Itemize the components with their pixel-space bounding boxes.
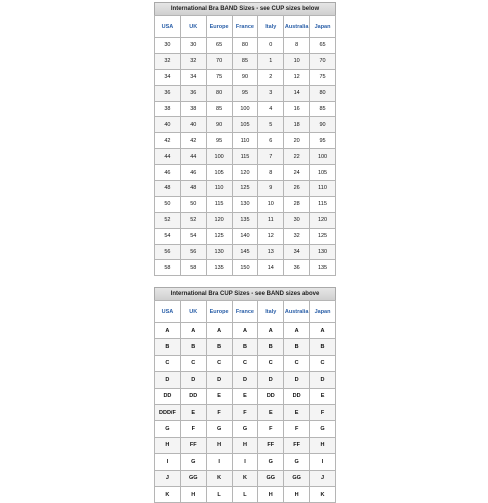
table-cell: B	[284, 339, 310, 355]
band-size-table	[154, 15, 336, 276]
column-header-japan: Japan	[310, 301, 336, 323]
table-row	[155, 85, 336, 101]
table-cell: K	[232, 470, 258, 486]
table-cell: 14	[284, 85, 310, 101]
table-cell: B	[206, 339, 232, 355]
table-cell: 110	[232, 133, 258, 149]
table-cell: 54	[180, 228, 206, 244]
table-cell: G	[180, 454, 206, 470]
table-cell: E	[310, 388, 336, 404]
table-row	[155, 323, 336, 339]
table-cell: E	[232, 388, 258, 404]
table-cell: 38	[155, 101, 181, 117]
table-cell: H	[206, 437, 232, 453]
table-cell: A	[232, 323, 258, 339]
table-cell: H	[232, 437, 258, 453]
table-cell: 48	[155, 181, 181, 197]
column-header-australia: Australia	[284, 301, 310, 323]
table-cell: 100	[206, 149, 232, 165]
table-cell: H	[155, 437, 181, 453]
column-header-italy: Italy	[258, 301, 284, 323]
table-cell: D	[206, 372, 232, 388]
table-cell: 34	[155, 69, 181, 85]
band-size-chart	[154, 2, 336, 276]
table-cell: A	[206, 323, 232, 339]
table-cell: F	[180, 421, 206, 437]
table-cell: 32	[284, 228, 310, 244]
table-cell: C	[232, 355, 258, 371]
table-cell: 115	[206, 196, 232, 212]
table-cell: F	[232, 404, 258, 420]
column-header-uk: UK	[180, 301, 206, 323]
table-cell: A	[180, 323, 206, 339]
table-row	[155, 53, 336, 69]
table-cell: C	[284, 355, 310, 371]
table-cell: 46	[155, 165, 181, 181]
table-cell: A	[284, 323, 310, 339]
table-cell: I	[232, 454, 258, 470]
table-cell: DD	[258, 388, 284, 404]
band-header-row	[155, 16, 336, 38]
table-cell: 65	[310, 38, 336, 54]
table-cell: G	[284, 454, 310, 470]
table-cell: 125	[206, 228, 232, 244]
table-cell: D	[258, 372, 284, 388]
table-cell: 70	[206, 53, 232, 69]
table-cell: 2	[258, 69, 284, 85]
table-cell: 70	[310, 53, 336, 69]
cup-table-body	[155, 323, 336, 503]
table-cell: 32	[155, 53, 181, 69]
cup-chart-title: International Bra CUP Sizes - see BAND sizes above	[154, 287, 336, 300]
table-cell: 36	[284, 260, 310, 276]
table-cell: 100	[310, 149, 336, 165]
table-cell: FF	[258, 437, 284, 453]
column-header-italy: Italy	[258, 16, 284, 38]
table-row	[155, 486, 336, 502]
table-cell: 42	[180, 133, 206, 149]
table-cell: GG	[258, 470, 284, 486]
column-header-europe: Europe	[206, 16, 232, 38]
table-cell: 28	[284, 196, 310, 212]
table-cell: 90	[232, 69, 258, 85]
table-cell: 140	[232, 228, 258, 244]
table-cell: 8	[284, 38, 310, 54]
table-row	[155, 388, 336, 404]
table-cell: 95	[206, 133, 232, 149]
table-cell: 8	[258, 165, 284, 181]
table-cell: DD	[180, 388, 206, 404]
table-cell: 36	[180, 85, 206, 101]
table-cell: 12	[258, 228, 284, 244]
cup-header-row	[155, 301, 336, 323]
table-cell: E	[206, 388, 232, 404]
table-cell: B	[232, 339, 258, 355]
table-cell: GG	[284, 470, 310, 486]
table-cell: J	[310, 470, 336, 486]
table-cell: I	[310, 454, 336, 470]
table-cell: E	[258, 404, 284, 420]
table-cell: G	[258, 454, 284, 470]
table-cell: 0	[258, 38, 284, 54]
table-cell: 115	[232, 149, 258, 165]
table-cell: G	[206, 421, 232, 437]
table-cell: 135	[310, 260, 336, 276]
table-cell: 20	[284, 133, 310, 149]
table-row	[155, 454, 336, 470]
table-cell: 58	[155, 260, 181, 276]
table-row	[155, 355, 336, 371]
table-cell: 56	[180, 244, 206, 260]
table-cell: E	[284, 404, 310, 420]
table-cell: 80	[310, 85, 336, 101]
table-cell: 65	[206, 38, 232, 54]
table-cell: 40	[180, 117, 206, 133]
band-table-body	[155, 38, 336, 276]
table-cell: 6	[258, 133, 284, 149]
table-cell: C	[258, 355, 284, 371]
column-header-france: France	[232, 16, 258, 38]
table-cell: L	[206, 486, 232, 502]
table-cell: D	[310, 372, 336, 388]
table-cell: 130	[310, 244, 336, 260]
table-row	[155, 212, 336, 228]
table-cell: 95	[310, 133, 336, 149]
column-header-usa: USA	[155, 301, 181, 323]
table-cell: 130	[206, 244, 232, 260]
table-cell: D	[155, 372, 181, 388]
table-cell: DD	[284, 388, 310, 404]
column-header-uk: UK	[180, 16, 206, 38]
table-cell: 32	[180, 53, 206, 69]
table-cell: 145	[232, 244, 258, 260]
table-cell: 42	[155, 133, 181, 149]
table-cell: 95	[232, 85, 258, 101]
table-cell: 90	[206, 117, 232, 133]
table-cell: 125	[310, 228, 336, 244]
column-header-australia: Australia	[284, 16, 310, 38]
table-cell: 7	[258, 149, 284, 165]
table-row	[155, 165, 336, 181]
table-cell: 130	[232, 196, 258, 212]
table-cell: G	[232, 421, 258, 437]
table-cell: C	[206, 355, 232, 371]
table-cell: 120	[206, 212, 232, 228]
table-cell: B	[258, 339, 284, 355]
table-cell: 80	[206, 85, 232, 101]
table-cell: D	[232, 372, 258, 388]
table-cell: 12	[284, 69, 310, 85]
table-cell: 4	[258, 101, 284, 117]
table-row	[155, 196, 336, 212]
table-row	[155, 260, 336, 276]
table-cell: 34	[284, 244, 310, 260]
table-cell: 50	[155, 196, 181, 212]
table-cell: 10	[284, 53, 310, 69]
table-cell: A	[258, 323, 284, 339]
table-cell: 135	[206, 260, 232, 276]
table-cell: B	[155, 339, 181, 355]
table-cell: 30	[180, 38, 206, 54]
table-cell: F	[284, 421, 310, 437]
table-row	[155, 437, 336, 453]
table-row	[155, 181, 336, 197]
table-cell: H	[310, 437, 336, 453]
table-cell: F	[310, 404, 336, 420]
table-cell: 52	[155, 212, 181, 228]
table-cell: 75	[206, 69, 232, 85]
band-chart-title: International Bra BAND Sizes - see CUP sizes below	[154, 2, 336, 15]
column-header-usa: USA	[155, 16, 181, 38]
table-cell: 44	[180, 149, 206, 165]
table-cell: FF	[180, 437, 206, 453]
table-cell: G	[310, 421, 336, 437]
table-cell: 30	[155, 38, 181, 54]
table-cell: 75	[310, 69, 336, 85]
table-cell: 135	[232, 212, 258, 228]
column-header-france: France	[232, 301, 258, 323]
table-cell: 24	[284, 165, 310, 181]
table-cell: 18	[284, 117, 310, 133]
table-cell: D	[180, 372, 206, 388]
table-cell: F	[258, 421, 284, 437]
table-cell: K	[155, 486, 181, 502]
cup-size-chart	[154, 287, 336, 503]
table-cell: 16	[284, 101, 310, 117]
table-cell: 85	[232, 53, 258, 69]
table-cell: 125	[232, 181, 258, 197]
table-cell: 46	[180, 165, 206, 181]
table-cell: DDD/F	[155, 404, 181, 420]
table-row	[155, 372, 336, 388]
table-cell: D	[284, 372, 310, 388]
table-row	[155, 149, 336, 165]
table-row	[155, 339, 336, 355]
table-row	[155, 133, 336, 149]
table-cell: FF	[284, 437, 310, 453]
table-cell: 48	[180, 181, 206, 197]
table-cell: G	[155, 421, 181, 437]
table-cell: 5	[258, 117, 284, 133]
table-cell: J	[155, 470, 181, 486]
table-cell: 1	[258, 53, 284, 69]
table-cell: C	[310, 355, 336, 371]
table-cell: 58	[180, 260, 206, 276]
table-cell: 80	[232, 38, 258, 54]
table-cell: 105	[206, 165, 232, 181]
table-cell: 13	[258, 244, 284, 260]
table-cell: B	[180, 339, 206, 355]
table-row	[155, 470, 336, 486]
table-cell: H	[258, 486, 284, 502]
table-cell: F	[206, 404, 232, 420]
table-cell: 10	[258, 196, 284, 212]
table-cell: K	[206, 470, 232, 486]
table-cell: 120	[310, 212, 336, 228]
table-cell: GG	[180, 470, 206, 486]
table-cell: 22	[284, 149, 310, 165]
table-cell: C	[155, 355, 181, 371]
table-row	[155, 69, 336, 85]
table-row	[155, 421, 336, 437]
table-row	[155, 117, 336, 133]
table-cell: 40	[155, 117, 181, 133]
table-cell: 54	[155, 228, 181, 244]
table-row	[155, 404, 336, 420]
table-cell: B	[310, 339, 336, 355]
table-cell: 14	[258, 260, 284, 276]
table-row	[155, 101, 336, 117]
table-cell: 36	[155, 85, 181, 101]
table-cell: 44	[155, 149, 181, 165]
cup-size-table	[154, 300, 336, 503]
table-cell: L	[232, 486, 258, 502]
table-cell: 105	[310, 165, 336, 181]
table-cell: 110	[206, 181, 232, 197]
table-cell: 120	[232, 165, 258, 181]
table-cell: A	[155, 323, 181, 339]
table-cell: 110	[310, 181, 336, 197]
table-cell: H	[180, 486, 206, 502]
table-cell: 52	[180, 212, 206, 228]
table-cell: A	[310, 323, 336, 339]
table-cell: 11	[258, 212, 284, 228]
table-cell: K	[310, 486, 336, 502]
table-cell: I	[206, 454, 232, 470]
table-cell: DD	[155, 388, 181, 404]
table-cell: I	[155, 454, 181, 470]
column-header-europe: Europe	[206, 301, 232, 323]
table-row	[155, 38, 336, 54]
table-cell: 90	[310, 117, 336, 133]
table-cell: 34	[180, 69, 206, 85]
table-cell: 9	[258, 181, 284, 197]
table-cell: 105	[232, 117, 258, 133]
table-cell: 26	[284, 181, 310, 197]
table-cell: 56	[155, 244, 181, 260]
table-cell: C	[180, 355, 206, 371]
table-cell: 115	[310, 196, 336, 212]
table-cell: 30	[284, 212, 310, 228]
table-row	[155, 228, 336, 244]
table-cell: 100	[232, 101, 258, 117]
table-cell: 38	[180, 101, 206, 117]
table-cell: 85	[310, 101, 336, 117]
table-cell: 150	[232, 260, 258, 276]
table-cell: 50	[180, 196, 206, 212]
table-cell: E	[180, 404, 206, 420]
column-header-japan: Japan	[310, 16, 336, 38]
table-cell: 3	[258, 85, 284, 101]
table-cell: 85	[206, 101, 232, 117]
table-cell: H	[284, 486, 310, 502]
table-row	[155, 244, 336, 260]
